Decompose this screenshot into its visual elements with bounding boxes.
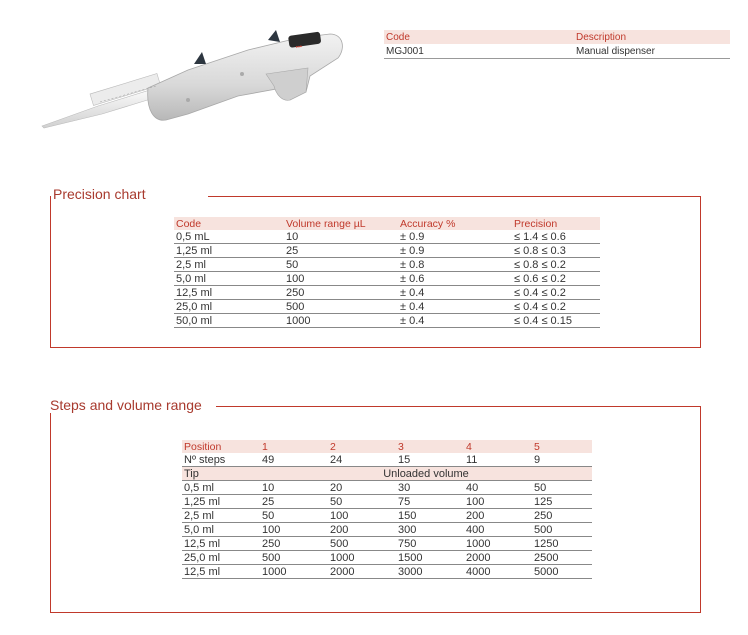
value-cell: ≤ 0.4 ≤ 0.15 [512, 314, 600, 328]
value-cell: 1500 [396, 551, 464, 565]
row-label-cell: 5,0 ml [174, 272, 284, 286]
value-cell: 500 [260, 551, 328, 565]
value-cell: ± 0.9 [398, 244, 512, 258]
value-cell: 20 [328, 481, 396, 495]
value-cell: ≤ 0.6 ≤ 0.2 [512, 272, 600, 286]
value-cell: 1000 [464, 537, 532, 551]
steps-volume-table [182, 440, 592, 579]
table-row [384, 44, 730, 59]
value-cell: 500 [532, 523, 592, 537]
tip-label: Tip [182, 467, 260, 481]
value-cell: 100 [464, 495, 532, 509]
code-description-table [384, 30, 730, 59]
steps-value: 15 [396, 453, 464, 467]
dispenser-illustration [38, 28, 348, 138]
steps-label: Nº steps [182, 453, 260, 467]
value-cell: 3000 [396, 565, 464, 579]
precision-column-header: Precision [512, 217, 600, 230]
value-cell: 2500 [532, 551, 592, 565]
steps-value: 11 [464, 453, 532, 467]
value-cell: 50 [532, 481, 592, 495]
row-label-cell: 0,5 ml [182, 481, 260, 495]
value-cell: ≤ 1.4 ≤ 0.6 [512, 230, 600, 244]
value-cell: ≤ 0.4 ≤ 0.2 [512, 300, 600, 314]
table-row [182, 481, 592, 495]
table-row [174, 300, 600, 314]
precision-table-body [174, 230, 600, 328]
table-row [182, 495, 592, 509]
value-cell: ≤ 0.8 ≤ 0.3 [512, 244, 600, 258]
value-cell: 1000 [260, 565, 328, 579]
precision-header-row [174, 217, 600, 230]
row-label-cell: 2,5 ml [174, 258, 284, 272]
value-cell: 2000 [328, 565, 396, 579]
row-label-cell: 50,0 ml [174, 314, 284, 328]
value-cell: 300 [396, 523, 464, 537]
steps-value: 49 [260, 453, 328, 467]
table-row [174, 286, 600, 300]
table-row [174, 314, 600, 328]
value-cell: 1250 [532, 537, 592, 551]
value-cell: 50 [284, 258, 398, 272]
value-cell: 10 [260, 481, 328, 495]
value-cell: 40 [464, 481, 532, 495]
position-1-header: 1 [260, 440, 328, 453]
row-label-cell: 25,0 ml [182, 551, 260, 565]
row-label-cell: 1,25 ml [174, 244, 284, 258]
value-cell: 750 [396, 537, 464, 551]
value-cell: 500 [328, 537, 396, 551]
value-cell: 200 [328, 523, 396, 537]
steps-count-row [182, 453, 592, 467]
position-2-header: 2 [328, 440, 396, 453]
value-cell: 400 [464, 523, 532, 537]
position-3-header: 3 [396, 440, 464, 453]
steps-table-body [182, 453, 592, 579]
product-description: Manual dispenser [574, 44, 730, 59]
unloaded-volume-label: Unloaded volume [260, 467, 592, 481]
value-cell: ± 0.9 [398, 230, 512, 244]
value-cell: 100 [260, 523, 328, 537]
row-label-cell: 12,5 ml [182, 537, 260, 551]
code-column-header: Code [174, 217, 284, 230]
value-cell: 5000 [532, 565, 592, 579]
position-header-row [182, 440, 592, 453]
value-cell: 100 [284, 272, 398, 286]
table-row [182, 523, 592, 537]
value-cell: 500 [284, 300, 398, 314]
table-row [182, 565, 592, 579]
description-header: Description [574, 30, 730, 44]
table-row [174, 244, 600, 258]
position-5-header: 5 [532, 440, 592, 453]
product-code: MGJ001 [384, 44, 574, 59]
steps-value: 9 [532, 453, 592, 467]
table-row [182, 537, 592, 551]
value-cell: 100 [328, 509, 396, 523]
precision-chart-title: Precision chart [53, 186, 154, 202]
value-cell: ≤ 0.8 ≤ 0.2 [512, 258, 600, 272]
table-row [182, 509, 592, 523]
row-label-cell: 12,5 ml [182, 565, 260, 579]
table-row [182, 551, 592, 565]
row-label-cell: 1,25 ml [182, 495, 260, 509]
value-cell: 4000 [464, 565, 532, 579]
value-cell: ± 0.4 [398, 314, 512, 328]
steps-value: 24 [328, 453, 396, 467]
value-cell: 250 [260, 537, 328, 551]
row-label-cell: 12,5 ml [174, 286, 284, 300]
value-cell: 250 [532, 509, 592, 523]
row-label-cell: 5,0 ml [182, 523, 260, 537]
position-4-header: 4 [464, 440, 532, 453]
product-image [38, 28, 348, 138]
value-cell: 150 [396, 509, 464, 523]
value-cell: 125 [532, 495, 592, 509]
value-cell: 200 [464, 509, 532, 523]
value-cell: 25 [284, 244, 398, 258]
value-cell: 1000 [328, 551, 396, 565]
value-cell: 10 [284, 230, 398, 244]
value-cell: 50 [328, 495, 396, 509]
precision-table [174, 217, 600, 328]
code-table-header [384, 30, 730, 44]
volume-range-column-header: Volume range µL [284, 217, 398, 230]
value-cell: ± 0.4 [398, 300, 512, 314]
tip-subheader-row [182, 467, 592, 481]
row-label-cell: 25,0 ml [174, 300, 284, 314]
value-cell: 1000 [284, 314, 398, 328]
value-cell: ≤ 0.4 ≤ 0.2 [512, 286, 600, 300]
steps-volume-title: Steps and volume range [50, 397, 210, 413]
table-row [174, 258, 600, 272]
value-cell: 250 [284, 286, 398, 300]
table-row [174, 230, 600, 244]
table-row [174, 272, 600, 286]
value-cell: ± 0.8 [398, 258, 512, 272]
precision-chart-top-border [208, 196, 700, 197]
value-cell: 2000 [464, 551, 532, 565]
value-cell: 75 [396, 495, 464, 509]
value-cell: ± 0.6 [398, 272, 512, 286]
svg-text:•••: ••• [295, 44, 303, 51]
row-label-cell: 2,5 ml [182, 509, 260, 523]
value-cell: 30 [396, 481, 464, 495]
code-header: Code [384, 30, 574, 44]
value-cell: 50 [260, 509, 328, 523]
accuracy-column-header: Accuracy % [398, 217, 512, 230]
value-cell: 25 [260, 495, 328, 509]
value-cell: ± 0.4 [398, 286, 512, 300]
position-header: Position [182, 440, 260, 453]
row-label-cell: 0,5 mL [174, 230, 284, 244]
steps-volume-top-border [216, 406, 700, 407]
